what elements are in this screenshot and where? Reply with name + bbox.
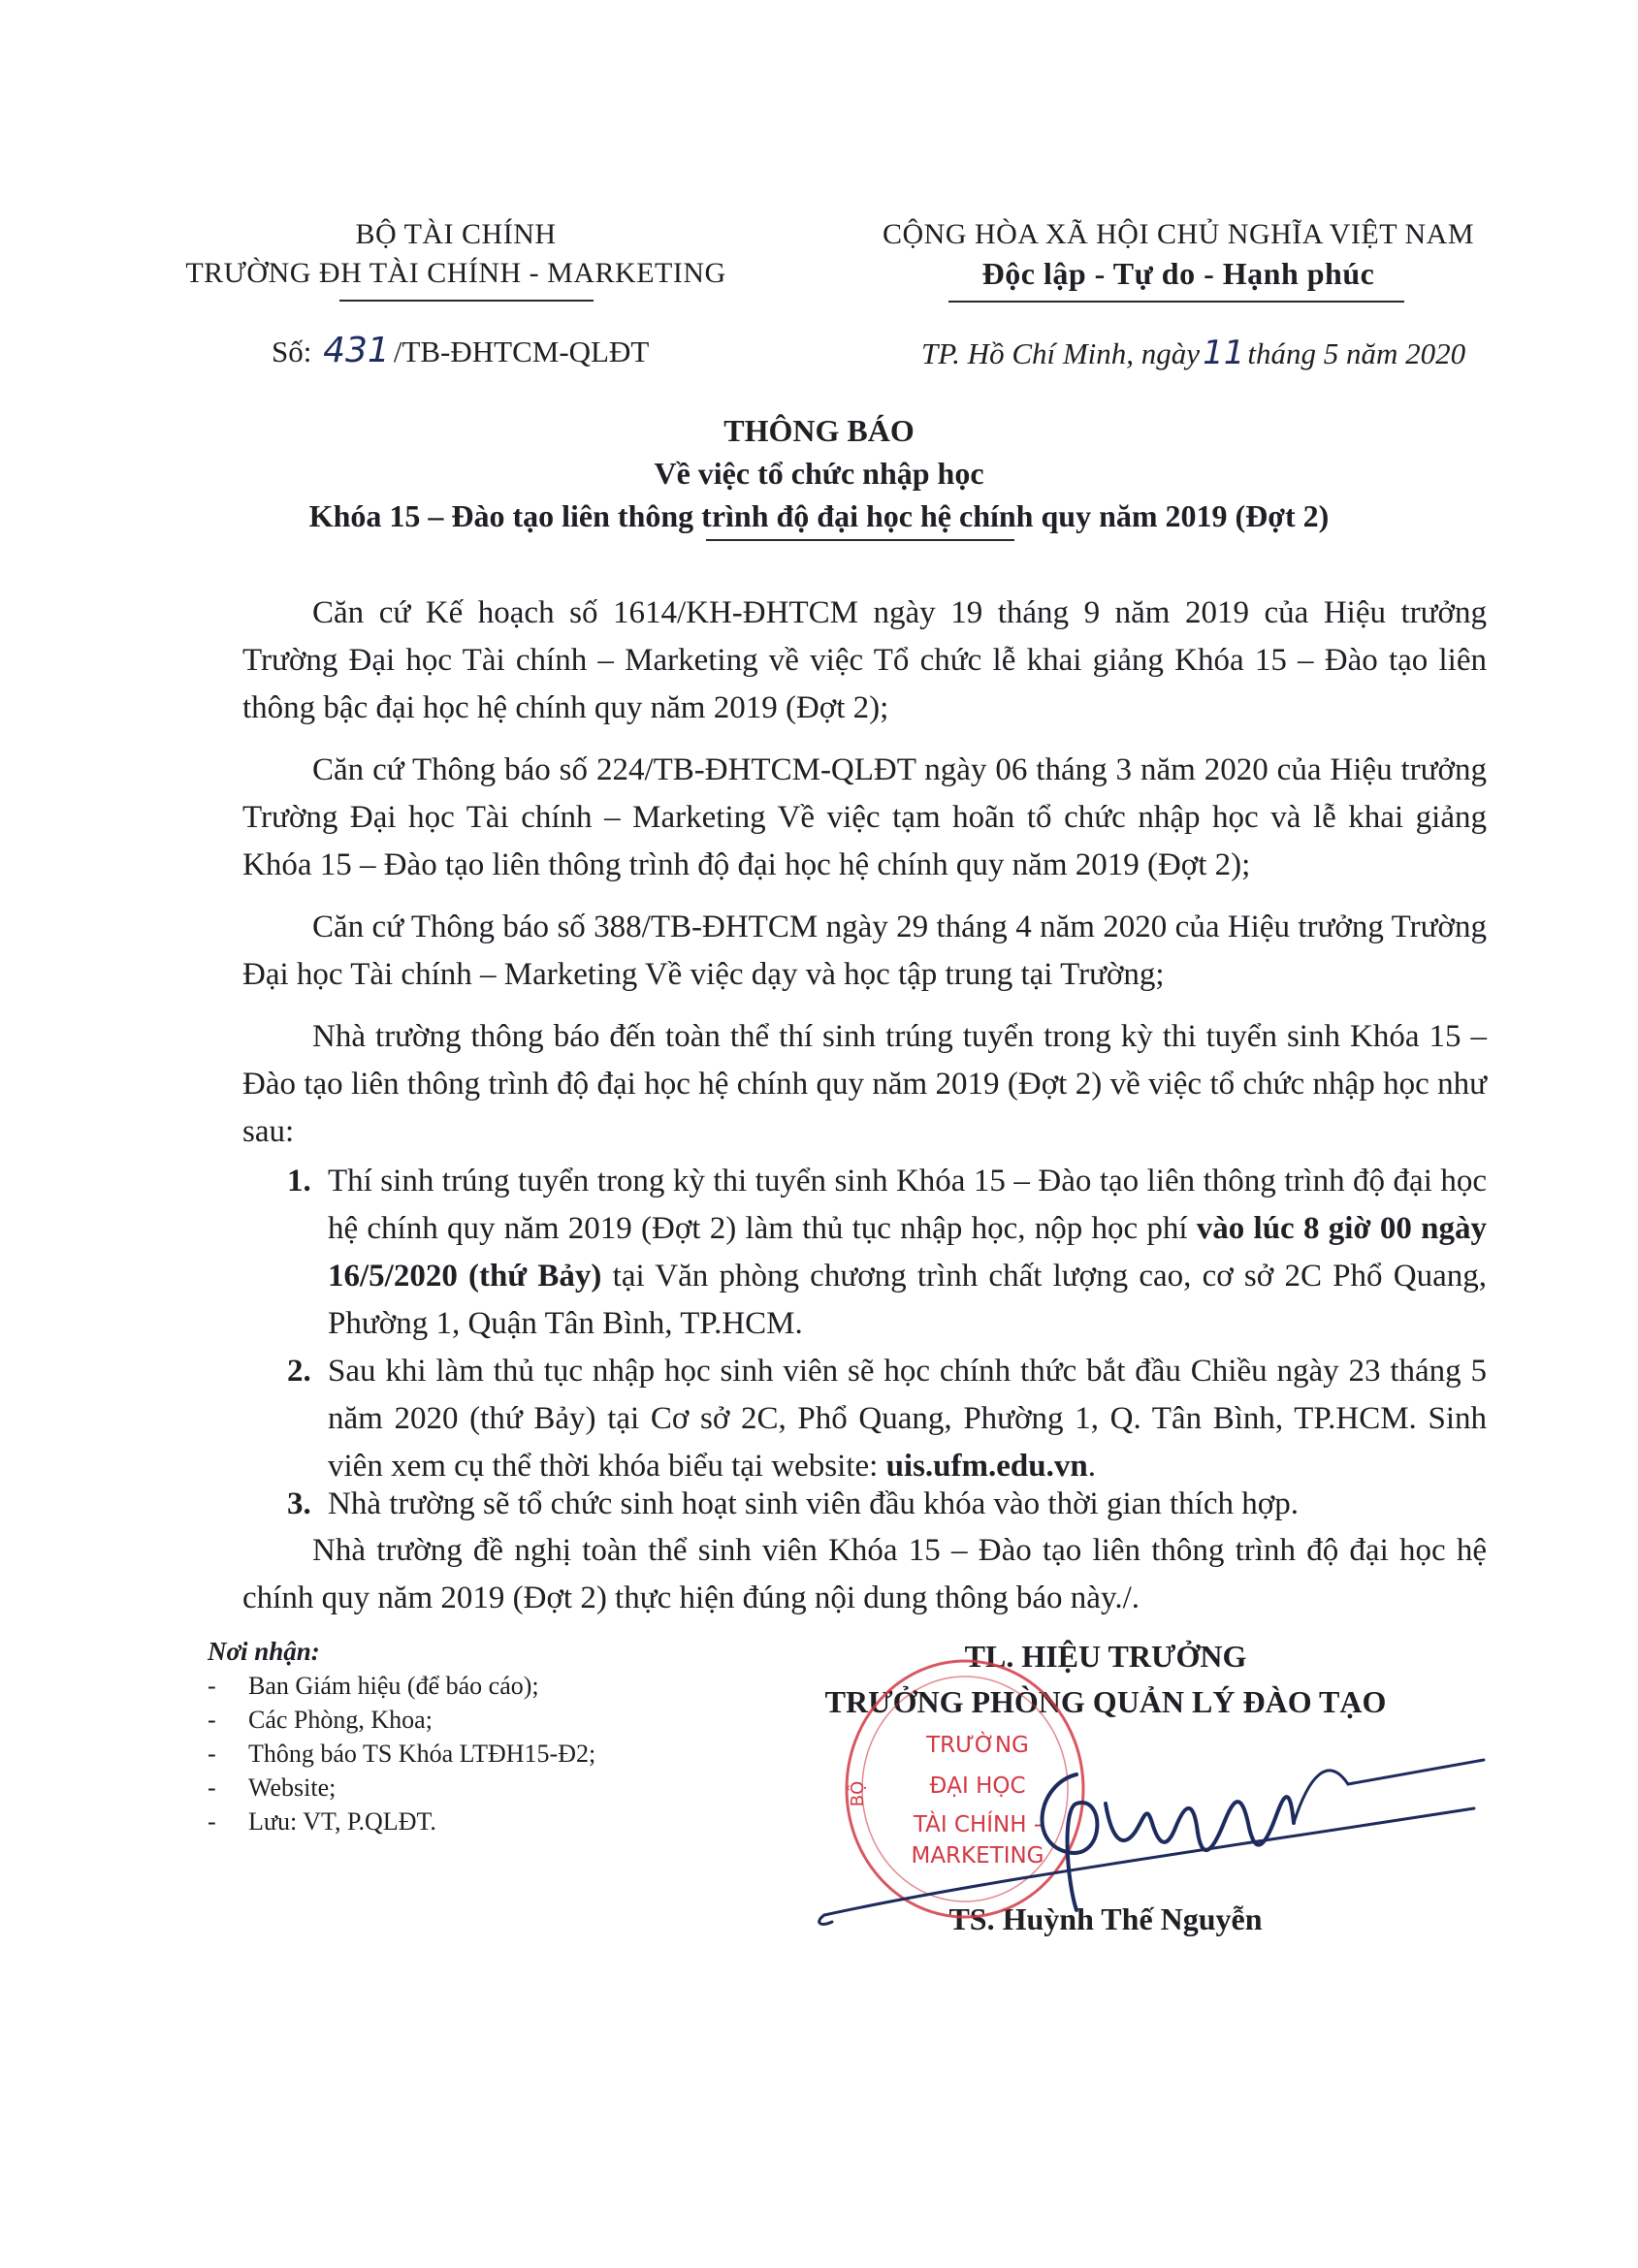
header-left-rule bbox=[339, 300, 594, 302]
list-text: Sau khi làm thủ tục nhập học sinh viên sẽ học chính thức bắt đầu Chiều ngày 23 tháng 5 năm 2020 (thứ Bảy) tại Cơ sở 2C, Phổ Quang, Phường 1, Q. Tân Bình, TP.HCM. Sinh viên xem cụ thể thời khóa biểu tại website: uis.ufm.edu.vn. bbox=[328, 1354, 1487, 1484]
document-date bbox=[921, 332, 1465, 375]
number-suffix: /TB-ĐHTCM-QLĐT bbox=[393, 335, 650, 368]
national-motto: Độc lập - Tự do - Hạnh phúc bbox=[981, 256, 1375, 291]
handwritten-signature bbox=[786, 1716, 1523, 1949]
paragraph-basis-1: Căn cứ Kế hoạch số 1614/KH-ĐHTCM ngày 19 tháng 9 năm 2019 của Hiệu trưởng Trường Đại học Tài chính – Marketing về việc Tổ chức lễ khai giảng Khóa 15 – Đào tạo liên thông bậc đại học hệ chính quy năm 2019 (Đợt 2); bbox=[242, 595, 1487, 725]
list-item-2 bbox=[287, 1348, 1487, 1490]
seal-text-4: MARKETING bbox=[911, 1843, 1044, 1869]
date-suffix: tháng 5 năm 2020 bbox=[1247, 336, 1466, 370]
recipients-heading: Nơi nhận: bbox=[208, 1637, 320, 1666]
nation-name: CỘNG HÒA XÃ HỘI CHỦ NGHĨA VIỆT NAM bbox=[882, 218, 1475, 250]
closing-paragraph: Nhà trường đề nghị toàn thể sinh viên Khóa 15 – Đào tạo liên thông trình độ đại học hệ chính quy năm 2019 (Đợt 2) thực hiện đúng nội dung thông báo này./. bbox=[242, 1533, 1487, 1615]
signature-line-2: TRƯỞNG PHÒNG QUẢN LÝ ĐÀO TẠO bbox=[824, 1684, 1387, 1719]
recipients-block bbox=[208, 1635, 751, 1838]
header-left bbox=[155, 215, 756, 293]
title-block bbox=[145, 409, 1493, 537]
recipient-item: - Lưu: VT, P.QLĐT. bbox=[208, 1807, 436, 1836]
signature-line-1: TL. HIỆU TRƯỞNG bbox=[964, 1639, 1247, 1674]
recipient-item: - Các Phòng, Khoa; bbox=[208, 1706, 433, 1734]
title-rule bbox=[706, 539, 1014, 541]
list-number: 1. bbox=[287, 1164, 311, 1198]
list-number: 3. bbox=[287, 1486, 311, 1521]
paragraph-announcement: Nhà trường thông báo đến toàn thể thí sinh trúng tuyển trong kỳ thi tuyển sinh Khóa 15 – Đào tạo liên thông trình độ đại học hệ chính quy năm 2019 (Đợt 2) về việc tổ chức nhập học như sau: bbox=[242, 1019, 1487, 1149]
signer-name: TS. Huỳnh Thế Nguyễn bbox=[948, 1901, 1263, 1936]
list-number: 2. bbox=[287, 1354, 311, 1389]
seal-text-2: ĐẠI HỌC bbox=[929, 1773, 1026, 1799]
seal-text-side: BỘ bbox=[848, 1780, 868, 1807]
ministry-name: BỘ TÀI CHÍNH bbox=[355, 218, 557, 250]
seal-text-1: TRƯỜNG bbox=[926, 1733, 1029, 1758]
date-day-handwritten: 11 bbox=[1203, 334, 1245, 372]
recipient-item: - Ban Giám hiệu (để báo cáo); bbox=[208, 1672, 539, 1700]
header-right bbox=[839, 215, 1518, 293]
paragraph-basis-3: Căn cứ Thông báo số 388/TB-ĐHTCM ngày 29 tháng 4 năm 2020 của Hiệu trưởng Trường Đại học Tài chính – Marketing Về việc dạy và học tập trung tại Trường; bbox=[242, 910, 1487, 992]
list-text: Nhà trường sẽ tổ chức sinh hoạt sinh viên đầu khóa vào thời gian thích hợp. bbox=[328, 1486, 1299, 1521]
title-heading: THÔNG BÁO bbox=[723, 413, 915, 448]
date-prefix: TP. Hồ Chí Minh, ngày bbox=[921, 336, 1201, 370]
school-name: TRƯỜNG ĐH TÀI CHÍNH - MARKETING bbox=[185, 257, 726, 289]
recipient-item: - Thông báo TS Khóa LTĐH15-Đ2; bbox=[208, 1740, 596, 1768]
title-subtitle: Về việc tổ chức nhập học bbox=[654, 456, 984, 491]
body-paragraphs bbox=[242, 590, 1487, 1170]
document-number bbox=[272, 330, 649, 373]
seal-text-3: TÀI CHÍNH - bbox=[913, 1812, 1043, 1837]
title-subtitle-2: Khóa 15 – Đào tạo liên thông trình độ đại học hệ chính quy năm 2019 (Đợt 2) bbox=[308, 498, 1330, 533]
recipient-item: - Website; bbox=[208, 1773, 337, 1802]
list-item-1 bbox=[287, 1158, 1487, 1348]
number-handwritten: 431 bbox=[323, 331, 390, 370]
list-item-3 bbox=[287, 1481, 1487, 1528]
paragraph-basis-2: Căn cứ Thông báo số 224/TB-ĐHTCM-QLĐT ngày 06 tháng 3 năm 2020 của Hiệu trưởng Trường Đại học Tài chính – Marketing Về việc tạm hoãn tổ chức nhập học và lễ khai giảng Khóa 15 – Đào tạo liên thông trình độ đại học hệ chính quy năm 2019 (Đợt 2); bbox=[242, 752, 1487, 882]
header-right-rule bbox=[948, 301, 1404, 303]
number-prefix: Số: bbox=[272, 335, 312, 368]
list-text: Thí sinh trúng tuyển trong kỳ thi tuyển sinh Khóa 15 – Đào tạo liên thông trình độ đại học hệ chính quy năm 2019 (Đợt 2) làm thủ tục nhập học, nộp học phí vào lúc 8 giờ 00 ngày 16/5/2020 (thứ Bảy) tại Văn phòng chương trình chất lượng cao, cơ sở 2C Phổ Quang, Phường 1, Quận Tân Bình, TP.HCM. bbox=[328, 1164, 1487, 1341]
